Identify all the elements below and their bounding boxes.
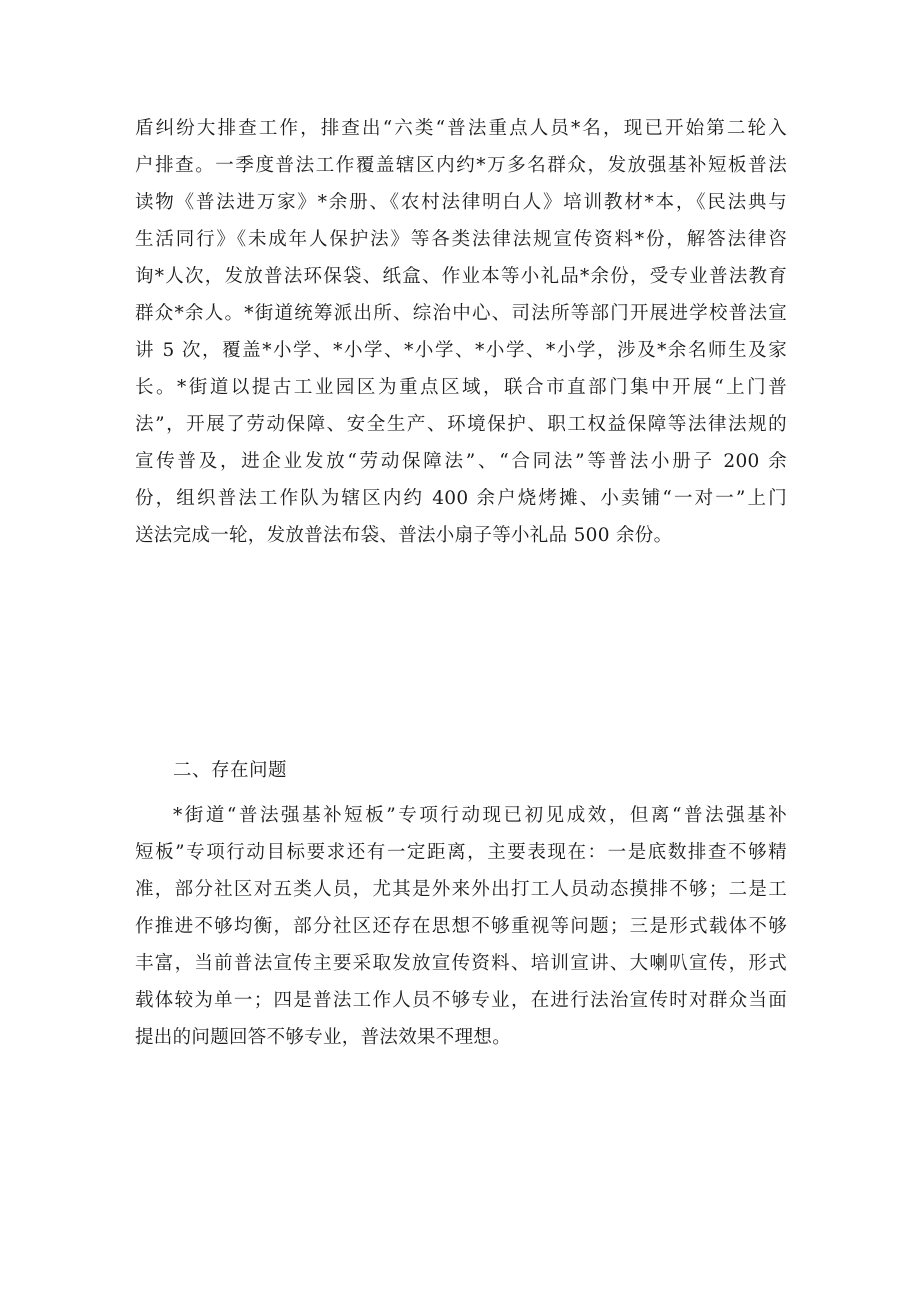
text-line: 送法完成一轮，发放普法布袋、普法小扇子等小礼品 500 余份。 <box>135 525 673 546</box>
text-line: 讲 5 次，覆盖*小学、*小学、*小学、*小学、*小学，涉及*余名师生及家 <box>135 340 787 361</box>
text-line: 法”，开展了劳动保障、安全生产、环境保护、职工权益保障等法律法规的 <box>135 414 787 435</box>
text-line: 询*人次，发放普法环保袋、纸盒、作业本等小礼品*余份，受专业普法教育 <box>135 266 787 287</box>
paragraph-work-summary <box>135 110 787 554</box>
text-line: 提出的问题回答不够专业，普法效果不理想。 <box>135 1027 512 1048</box>
section-heading-existing-problems: 二、存在问题 <box>173 760 288 781</box>
text-line: 准，部分社区对五类人员，尤其是外来外出打工人员动态摸排不够；二是工 <box>135 879 787 900</box>
text-line: 盾纠纷大排查工作，排查出“六类“普法重点人员*名，现已开始第二轮入 <box>135 118 787 139</box>
text-line: 短板”专项行动目标要求还有一定距离，主要表现在：一是底数排查不够精 <box>135 842 787 863</box>
paragraph-existing-problems <box>135 797 787 1056</box>
text-line: *街道“普法强基补短板”专项行动现已初见成效，但离“普法强基补 <box>173 805 787 826</box>
text-line: 丰富，当前普法宣传主要采取发放宣传资料、培训宣讲、大喇叭宣传，形式 <box>135 953 787 974</box>
text-line: 读物《普法进万家》*余册、《农村法律明白人》培训教材*本，《民法典与 <box>135 192 787 213</box>
text-line: 作推进不够均衡，部分社区还存在思想不够重视等问题；三是形式载体不够 <box>135 916 787 937</box>
text-line: 宣传普及，进企业发放“劳动保障法”、“合同法”等普法小册子 200 余 <box>135 451 787 472</box>
text-line: 长。*街道以提古工业园区为重点区域，联合市直部门集中开展“上门普 <box>135 377 787 398</box>
text-line: 户排查。一季度普法工作覆盖辖区内约*万多名群众，发放强基补短板普法 <box>135 155 787 176</box>
text-line: 载体较为单一；四是普法工作人员不够专业，在进行法治宣传时对群众当面 <box>135 990 787 1011</box>
text-line: 群众*余人。*街道统筹派出所、综治中心、司法所等部门开展进学校普法宣 <box>135 303 787 324</box>
text-line: 份，组织普法工作队为辖区内约 400 余户烧烤摊、小卖铺“一对一”上门 <box>135 488 787 509</box>
text-line: 生活同行》《未成年人保护法》等各类法律法规宣传资料*份，解答法律咨 <box>135 229 787 250</box>
